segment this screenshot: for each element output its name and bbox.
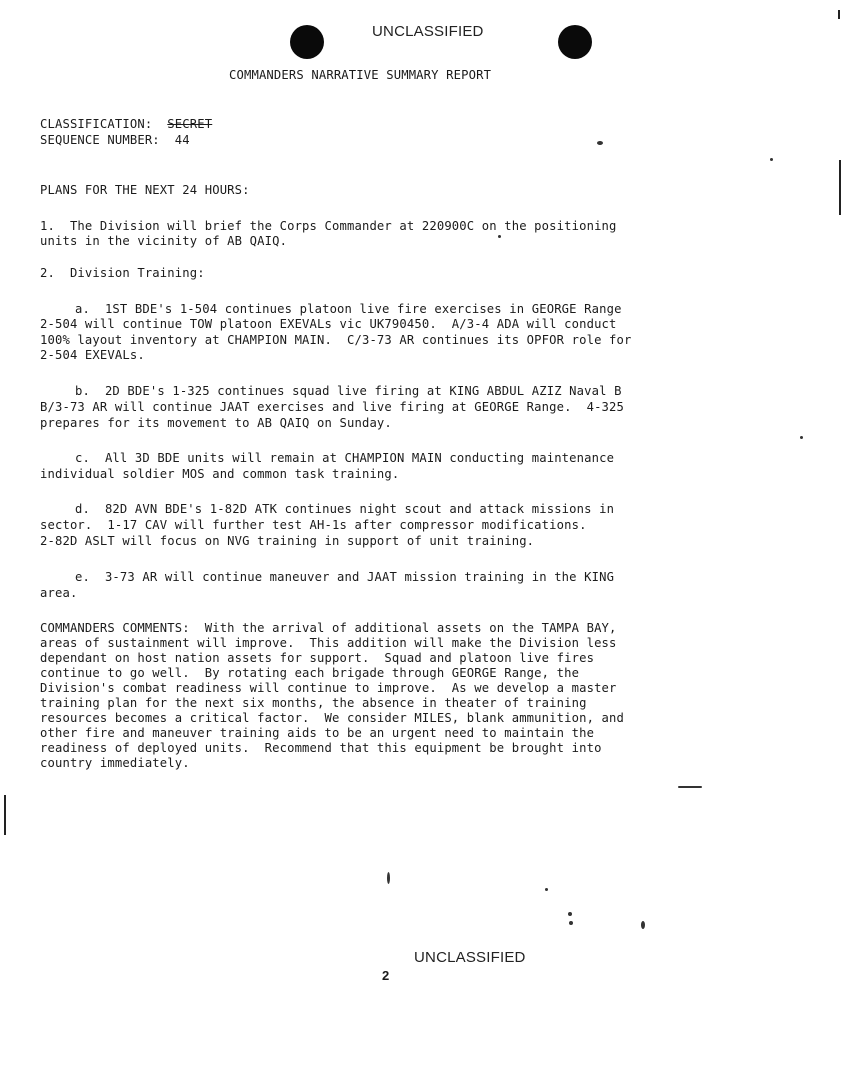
para-c-line: c. All 3D BDE units will remain at CHAMPION MAIN conducting maintenance	[75, 451, 615, 465]
item1-line: 1. The Division will brief the Corps Commander at 220900C on the positioning	[40, 219, 617, 233]
sequence-value: 44	[174, 133, 190, 147]
sequence-line	[40, 133, 190, 147]
scan-edge-mark	[838, 10, 840, 19]
comments-line: readiness of deployed units. Recommend that this equipment be brought into	[40, 741, 602, 755]
comments-line: country immediately.	[40, 756, 190, 770]
scan-speck	[641, 921, 645, 929]
para-e-line: area.	[40, 586, 78, 600]
comments-line: COMMANDERS COMMENTS: With the arrival of additional assets on the TAMPA BAY,	[40, 621, 617, 635]
para-b-line: B/3-73 AR will continue JAAT exercises and live firing at GEORGE Range. 4-325	[40, 400, 625, 414]
para-b-line: b. 2D BDE's 1-325 continues squad live firing at KING ABDUL AZIZ Naval B	[75, 384, 622, 398]
punch-hole-right	[558, 25, 592, 59]
para-a-line: 100% layout inventory at CHAMPION MAIN. C/3-73 AR continues its OPFOR role for	[40, 333, 632, 347]
scan-speck	[678, 786, 702, 788]
para-d-line: d. 82D AVN BDE's 1-82D ATK continues night scout and attack missions in	[75, 502, 615, 516]
para-d-line: 2-82D ASLT will focus on NVG training in support of unit training.	[40, 534, 535, 548]
classification-value: SECRET	[167, 117, 213, 131]
para-a-line: a. 1ST BDE's 1-504 continues platoon live fire exercises in GEORGE Range	[75, 302, 622, 316]
plans-heading: PLANS FOR THE NEXT 24 HOURS:	[40, 183, 250, 197]
comments-line: dependant on host nation assets for support. Squad and platoon live fires	[40, 651, 595, 665]
classification-line	[40, 117, 212, 131]
scan-speck	[387, 872, 390, 884]
scan-speck	[569, 921, 573, 925]
comments-line: resources becomes a critical factor. We consider MILES, blank ammunition, and	[40, 711, 625, 725]
scan-edge-mark	[839, 160, 841, 215]
scan-edge-mark	[4, 795, 6, 835]
scan-speck	[545, 888, 548, 891]
scan-speck	[800, 436, 803, 439]
item2-heading: 2. Division Training:	[40, 266, 205, 280]
item1-line: units in the vicinity of AB QAIQ.	[40, 234, 288, 248]
scan-speck	[498, 235, 501, 238]
comments-line: Division's combat readiness will continue to improve. As we develop a master	[40, 681, 617, 695]
para-d-line: sector. 1-17 CAV will further test AH-1s after compressor modifications.	[40, 518, 587, 532]
classification-marking-bottom: UNCLASSIFIED	[414, 949, 526, 966]
para-c-line: individual soldier MOS and common task training.	[40, 467, 400, 481]
sequence-label: SEQUENCE NUMBER:	[40, 133, 160, 147]
classification-label: CLASSIFICATION:	[40, 117, 153, 131]
para-a-line: 2-504 will continue TOW platoon EXEVALs vic UK790450. A/3-4 ADA will conduct	[40, 317, 617, 331]
punch-hole-left	[290, 25, 324, 59]
para-a-line: 2-504 EXEVALs.	[40, 348, 145, 362]
scan-speck	[597, 141, 603, 145]
scan-speck	[770, 158, 773, 161]
comments-line: training plan for the next six months, the absence in theater of training	[40, 696, 587, 710]
para-b-line: prepares for its movement to AB QAIQ on Sunday.	[40, 416, 392, 430]
comments-line: other fire and maneuver training aids to be an urgent need to maintain the	[40, 726, 595, 740]
page-number: 2	[382, 968, 390, 983]
classification-marking-top: UNCLASSIFIED	[372, 23, 484, 40]
para-e-line: e. 3-73 AR will continue maneuver and JAAT mission training in the KING	[75, 570, 615, 584]
scan-speck	[568, 912, 572, 916]
comments-line: continue to go well. By rotating each brigade through GEORGE Range, the	[40, 666, 580, 680]
report-title: COMMANDERS NARRATIVE SUMMARY REPORT	[229, 68, 492, 82]
comments-line: areas of sustainment will improve. This addition will make the Division less	[40, 636, 617, 650]
